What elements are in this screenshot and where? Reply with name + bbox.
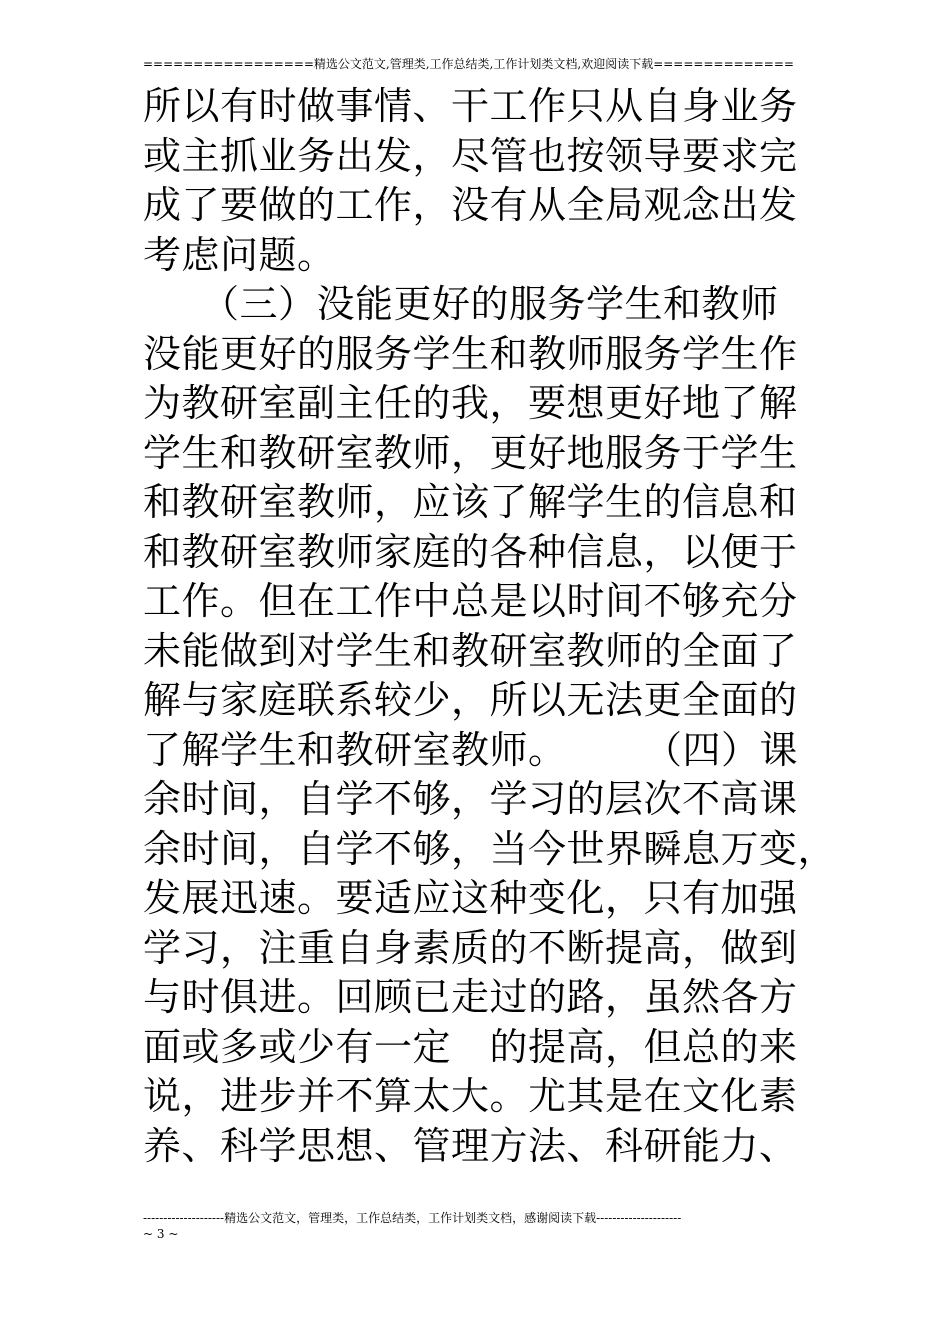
page-header: =================精选公文范文,管理类,工作总结类,工作计划类文档,欢迎阅读下载============== (143, 57, 794, 71)
body-line: 了解学生和教研室教师。 （四）课 (143, 727, 799, 772)
section-heading-line: （三）没能更好的服务学生和教师 (143, 282, 779, 326)
body-line: 说，进步并不算太大。尤其是在文化素 (143, 1074, 798, 1118)
body-line: 为教研室副主任的我，要想更好地了解 (143, 381, 798, 425)
body-line: 和教研室教师，应该了解学生的信息和 (143, 480, 798, 524)
body-line: 余时间，自学不够，当今世界瞬息万变， (143, 826, 837, 871)
body-line: 学习，注重自身素质的不断提高，做到 (143, 925, 798, 970)
page-footer: --------------------精选公文范文，管理类，工作总结类，工作计划类文档，感谢阅读下载--------------------- (143, 1211, 682, 1225)
body-line: 没能更好的服务学生和教师服务学生作 (143, 331, 798, 376)
body-line: 发展迅速。要适应这种变化，只有加强 (143, 876, 798, 920)
body-line: 未能做到对学生和教研室教师的全面了 (143, 628, 798, 673)
body-line: 与时俱进。回顾已走过的路，虽然各方 (143, 975, 798, 1019)
body-line: 面或多或少有一定 的提高，但总的来 (143, 1024, 798, 1069)
body-line: 或主抓业务出发，尽管也按领导要求完 (143, 133, 798, 178)
body-line: 考虑问题。 (143, 232, 336, 277)
document-body (143, 82, 837, 1171)
body-line: 工作。但在工作中总是以时间不够充分 (143, 579, 798, 623)
body-line: 成了要做的工作，没有从全局观念出发 (143, 183, 798, 227)
body-line: 养、科学思想、管理方法、科研能力、 (143, 1123, 798, 1168)
body-line: 余时间，自学不够，学习的层次不高课 (143, 777, 798, 821)
body-line: 解与家庭联系较少，所以无法更全面的 (143, 678, 798, 722)
page-number: ~ 3 ~ (143, 1227, 179, 1241)
body-line: 所以有时做事情、干工作只从自身业务 (143, 84, 798, 128)
body-line: 和教研室教师家庭的各种信息，以便于 (143, 529, 798, 574)
body-line: 学生和教研室教师，更好地服务于学生 (143, 430, 798, 475)
